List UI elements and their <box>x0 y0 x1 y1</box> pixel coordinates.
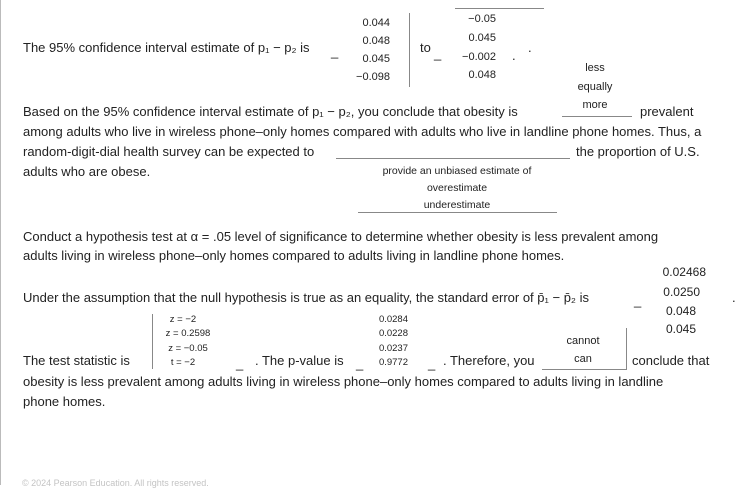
pvalue-option[interactable]: 0.9772 <box>378 357 408 368</box>
se-dash: _ <box>634 293 642 308</box>
conclude-label: conclude that <box>632 353 710 368</box>
conclusion-line1-end: prevalent <box>640 104 694 119</box>
stat-divider <box>152 314 153 369</box>
pvalue-option[interactable]: 0.0237 <box>378 343 408 354</box>
ci-upper-option[interactable]: 0.045 <box>468 32 496 44</box>
ci-intro-text: The 95% confidence interval estimate of p₁ − p₂ is <box>23 40 310 55</box>
ci-lower-dash: _ <box>331 44 339 59</box>
ci-upper-option[interactable]: −0.002 <box>462 51 496 63</box>
ci-period: . <box>528 40 532 55</box>
prevalence-option[interactable]: less <box>585 62 605 74</box>
test-line3: phone homes. <box>23 394 106 409</box>
se-period: . <box>732 290 736 305</box>
ci-lower-option[interactable]: −0.098 <box>356 71 390 83</box>
ci-upper-topline <box>455 8 544 9</box>
conclusion-line1: Based on the 95% confidence interval estimate of p₁ − p₂, you conclude that obesity is <box>23 104 518 119</box>
prevalence-option[interactable]: equally <box>577 81 613 93</box>
can-option[interactable]: can <box>574 353 592 365</box>
ci-lower-option[interactable]: 0.048 <box>362 35 390 47</box>
estimate-option[interactable]: overestimate <box>426 182 488 194</box>
test-stat-label: The test statistic is <box>23 353 130 368</box>
can-option[interactable]: cannot <box>566 335 600 347</box>
can-underline <box>542 369 627 370</box>
estimate-option-underline <box>358 212 557 213</box>
se-option[interactable]: 0.045 <box>665 322 696 336</box>
stat-dash: _ <box>236 356 244 371</box>
pvalue-dash-after: _ <box>428 356 436 371</box>
stat-option[interactable]: z = −2 <box>169 314 197 325</box>
therefore-label: . Therefore, you <box>443 353 535 368</box>
ci-upper-option[interactable]: −0.05 <box>468 13 496 25</box>
ci-trailing-dot: . <box>512 48 516 63</box>
prevalence-underline <box>562 116 632 117</box>
stat-option[interactable]: z = 0.2598 <box>165 328 211 339</box>
hypothesis-line2: adults living in wireless phone–only homes compared to adults living in landline phone homes. <box>23 248 565 263</box>
se-option[interactable]: 0.02468 <box>662 265 706 279</box>
estimate-underline <box>336 158 570 159</box>
copyright-footer: © 2024 Pearson Education. All rights reserved. <box>22 478 209 488</box>
pvalue-option[interactable]: 0.0228 <box>378 328 408 339</box>
se-option[interactable]: 0.048 <box>665 304 696 318</box>
conclusion-line3-end: the proportion of U.S. <box>576 144 700 159</box>
ci-upper-option[interactable]: 0.048 <box>468 69 496 81</box>
ci-lower-option[interactable]: 0.044 <box>362 17 390 29</box>
ci-divider <box>409 13 410 87</box>
conclusion-line4: adults who are obese. <box>23 164 151 179</box>
pvalue-option[interactable]: 0.0284 <box>378 314 408 325</box>
conclusion-line2: among adults who live in wireless phone–only homes compared with adults who live in landline phone homes. Thus, a <box>23 124 702 139</box>
stat-option[interactable]: t = −2 <box>170 357 196 368</box>
prevalence-option[interactable]: more <box>582 99 608 111</box>
estimate-option[interactable]: provide an unbiased estimate of <box>382 165 532 177</box>
ci-to-label: to <box>420 40 431 55</box>
se-option[interactable]: 0.0250 <box>663 285 700 299</box>
estimate-option[interactable]: underestimate <box>423 199 491 211</box>
conclusion-line3: random-digit-dial health survey can be expected to <box>23 144 315 159</box>
test-line2: obesity is less prevalent among adults living in wireless phone–only homes compared to adults living in landline <box>23 374 664 389</box>
page-frame-edge <box>0 0 1 485</box>
pvalue-label: . The p-value is <box>255 353 344 368</box>
ci-upper-dash: _ <box>434 46 442 61</box>
stat-option[interactable]: z = −0.05 <box>168 343 208 354</box>
pvalue-dash: _ <box>356 356 364 371</box>
can-divider <box>626 328 627 370</box>
ci-lower-option[interactable]: 0.045 <box>362 53 390 65</box>
se-label: Under the assumption that the null hypothesis is true as an equality, the standard error of p̄₁ − p̄₂ is <box>23 290 589 305</box>
hypothesis-line1: Conduct a hypothesis test at α = .05 level of significance to determine whether obesity is less prevalent among <box>23 229 659 244</box>
